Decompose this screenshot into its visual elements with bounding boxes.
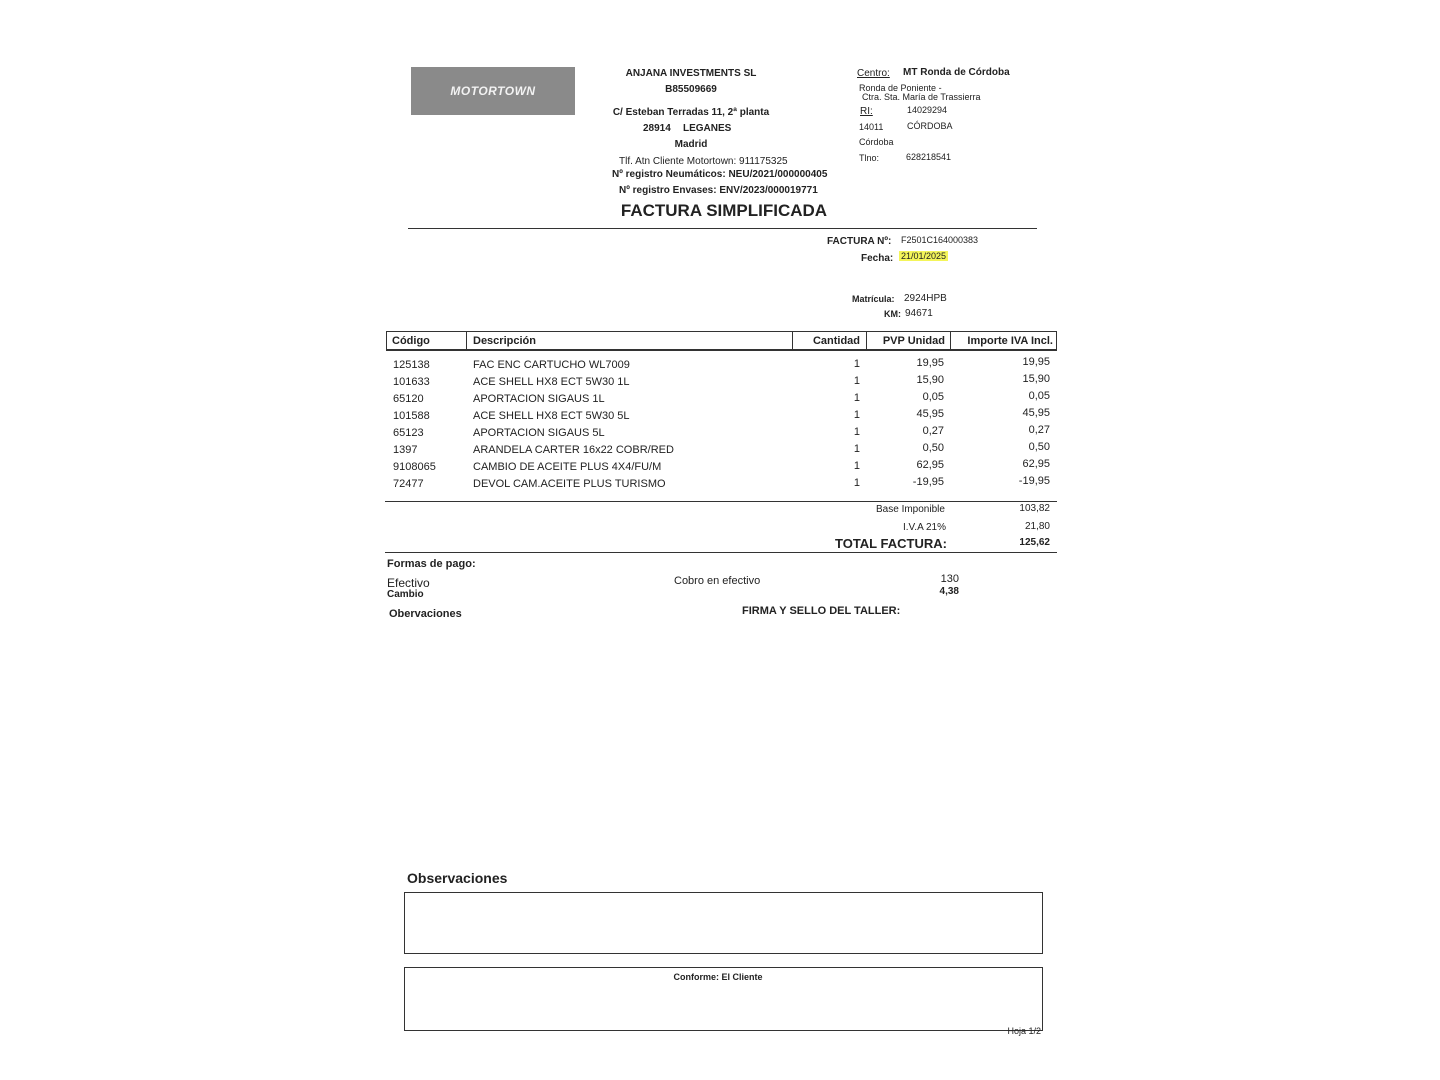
plate-label: Matrícula: — [852, 294, 895, 304]
centro-tlno-value: 628218541 — [906, 152, 952, 162]
row-description: FAC ENC CARTUCHO WL7009 — [473, 359, 630, 371]
change-value: 4,38 — [939, 586, 959, 597]
document-title: FACTURA SIMPLIFICADA — [620, 201, 828, 220]
company-postal-code: 28914 — [643, 123, 671, 134]
col-header-description: Descripción — [473, 335, 536, 347]
col-header-unit-price: PVP Unidad — [882, 335, 945, 347]
observaciones-small: Obervaciones — [389, 608, 462, 620]
row-total: 62,95 — [1022, 458, 1050, 470]
company-address: C/ Esteban Terradas 11, 2ª planta — [612, 107, 770, 118]
total-label: TOTAL FACTURA: — [835, 536, 947, 551]
invoice-number: F2501C164000383 — [901, 235, 979, 245]
table-vline — [1056, 331, 1057, 350]
centro-label: Centro: — [857, 68, 890, 79]
company-logo — [411, 67, 575, 115]
row-unit-price: 62,95 — [916, 459, 944, 471]
payment-method: Efectivo — [387, 576, 430, 590]
row-total: 19,95 — [1022, 356, 1050, 368]
centro-address-2: Ctra. Sta. María de Trassierra — [862, 92, 981, 102]
col-header-code: Código — [392, 335, 430, 347]
centro-ri-label: RI: — [860, 106, 873, 117]
centro-ri-value: 14029294 — [907, 105, 948, 115]
table-bottom-border — [385, 501, 1057, 502]
row-quantity: 1 — [853, 477, 860, 489]
page-number: Hoja 1/2 — [1007, 1026, 1041, 1036]
row-quantity: 1 — [853, 409, 860, 421]
centro-tlno-label: Tlno: — [859, 153, 880, 163]
iva-value: 21,80 — [1024, 521, 1050, 532]
centro-city: CÓRDOBA — [907, 121, 953, 131]
table-vline — [950, 331, 951, 350]
table-header-bottom-border — [386, 349, 1057, 351]
row-unit-price: 0,50 — [922, 442, 944, 454]
total-value: 125,62 — [1019, 537, 1050, 548]
payment-amount: 130 — [940, 573, 959, 585]
row-unit-price: 15,90 — [916, 374, 944, 386]
row-unit-price: 0,05 — [922, 391, 944, 403]
conforme-label: Conforme: El Cliente — [673, 972, 763, 982]
totals-divider — [385, 552, 1057, 553]
table-vline — [386, 331, 387, 350]
invoice-number-label: FACTURA Nº: — [827, 236, 892, 247]
centro-province: Córdoba — [859, 137, 894, 147]
row-code: 65120 — [393, 393, 424, 405]
row-quantity: 1 — [853, 375, 860, 387]
company-city: LEGANES — [683, 123, 732, 134]
row-description: ACE SHELL HX8 ECT 5W30 5L — [473, 410, 630, 422]
plate-value: 2924HPB — [904, 293, 947, 304]
row-code: 1397 — [393, 444, 418, 456]
base-imponible-label: Base Imponible — [876, 504, 945, 515]
company-cif: B85509669 — [665, 84, 717, 95]
row-code: 9108065 — [393, 461, 436, 473]
row-quantity: 1 — [853, 426, 860, 438]
table-top-border — [386, 331, 1057, 332]
table-vline — [866, 331, 867, 350]
row-quantity: 1 — [853, 460, 860, 472]
row-total: 0,50 — [1028, 441, 1050, 453]
iva-label: I.V.A 21% — [903, 522, 946, 533]
row-description: CAMBIO DE ACEITE PLUS 4X4/FU/M — [473, 461, 662, 473]
company-province: Madrid — [674, 139, 708, 150]
row-description: ARANDELA CARTER 16x22 COBR/RED — [473, 444, 674, 456]
row-total: 45,95 — [1022, 407, 1050, 419]
row-unit-price: 45,95 — [916, 408, 944, 420]
row-unit-price: 0,27 — [922, 425, 944, 437]
centro-address-1: Ronda de Poniente - — [859, 83, 942, 93]
row-total: 0,27 — [1028, 424, 1050, 436]
base-imponible-value: 103,82 — [1019, 503, 1050, 514]
centro-postal: 14011 — [859, 122, 884, 132]
title-divider — [408, 228, 1037, 229]
row-code: 101588 — [393, 410, 430, 422]
table-vline — [792, 331, 793, 350]
row-code: 72477 — [393, 478, 424, 490]
table-vline — [466, 331, 467, 350]
row-code: 65123 — [393, 427, 424, 439]
km-label: KM: — [884, 309, 901, 319]
row-unit-price: 19,95 — [916, 357, 944, 369]
row-quantity: 1 — [853, 358, 860, 370]
payment-title: Formas de pago: — [387, 558, 476, 570]
row-description: ACE SHELL HX8 ECT 5W30 1L — [473, 376, 630, 388]
col-header-quantity: Cantidad — [812, 335, 860, 347]
row-description: APORTACION SIGAUS 5L — [473, 427, 605, 439]
company-phone: Tlf. Atn Cliente Motortown: 911175325 — [619, 156, 788, 167]
payment-method-description: Cobro en efectivo — [674, 575, 761, 587]
company-reg-neumaticos: Nº registro Neumáticos: NEU/2021/000000405 — [612, 169, 828, 180]
company-reg-envases: Nº registro Envases: ENV/2023/000019771 — [619, 185, 818, 196]
row-code: 101633 — [393, 376, 430, 388]
row-quantity: 1 — [853, 392, 860, 404]
row-description: DEVOL CAM.ACEITE PLUS TURISMO — [473, 478, 666, 490]
row-code: 125138 — [393, 359, 430, 371]
invoice-date: 21/01/2025 — [901, 251, 947, 261]
change-label: Cambio — [387, 589, 424, 600]
firma-sello-label: FIRMA Y SELLO DEL TALLER: — [742, 605, 901, 617]
km-value: 94671 — [905, 308, 933, 319]
col-header-total: Importe IVA Incl. — [967, 335, 1053, 347]
row-total: -19,95 — [1018, 475, 1050, 487]
invoice-date-label: Fecha: — [861, 253, 894, 264]
observaciones-box — [404, 892, 1043, 954]
logo-text: MOTORTOWN — [450, 84, 536, 98]
row-total: 0,05 — [1028, 390, 1050, 402]
row-quantity: 1 — [853, 443, 860, 455]
company-name: ANJANA INVESTMENTS SL — [625, 68, 757, 79]
row-total: 15,90 — [1022, 373, 1050, 385]
observaciones-title: Observaciones — [407, 870, 508, 886]
row-description: APORTACION SIGAUS 1L — [473, 393, 605, 405]
centro-name: MT Ronda de Córdoba — [903, 67, 1010, 78]
row-unit-price: -19,95 — [912, 476, 944, 488]
